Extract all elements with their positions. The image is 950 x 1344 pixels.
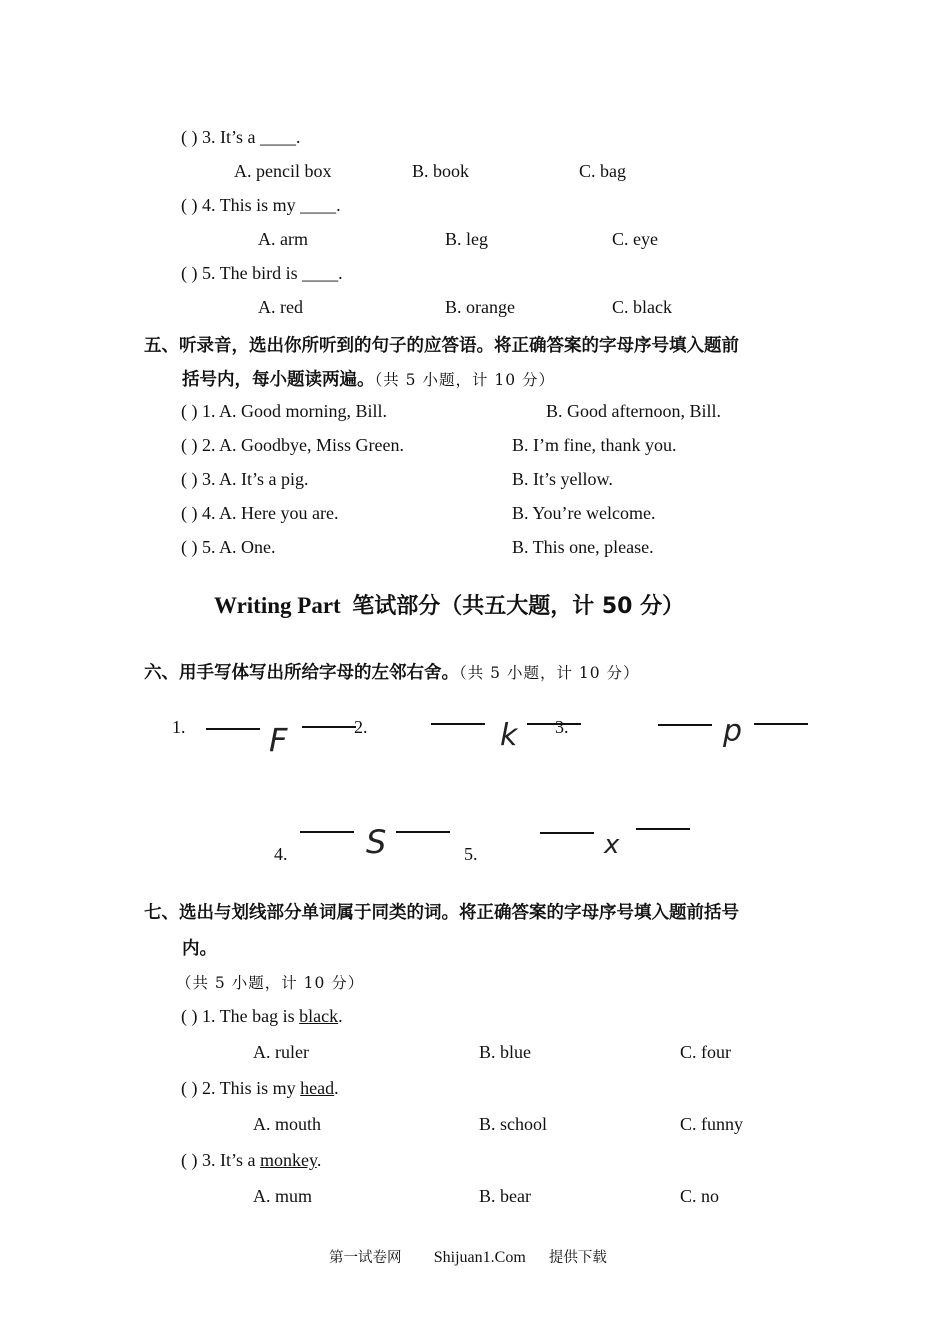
part5-heading-text: 括号内，每小题读两遍。: [182, 370, 375, 390]
letter-item-3-letter: p: [723, 714, 743, 749]
q5-1-option-b: B. Good afternoon, Bill.: [546, 401, 721, 421]
q7-1-stem: [181, 1006, 343, 1027]
letter-item-4-number: 4.: [274, 844, 288, 864]
q7-3-option-a: A. mum: [253, 1186, 313, 1206]
part5-heading-line1: 五、听录音，选出你所听到的句子的应答语。将正确答案的字母序号填入题前: [144, 336, 739, 356]
letter-item-5-right-blank[interactable]: [636, 828, 690, 830]
q4-5-option-a: A. red: [258, 297, 303, 317]
footer-left-text: 第一试卷网: [329, 1250, 402, 1266]
q7-2-stem: [181, 1078, 339, 1099]
q7-3-option-b: B. bear: [479, 1186, 531, 1206]
q7-2-option-c: C. funny: [680, 1114, 743, 1134]
letter-item-1-letter: F: [269, 721, 288, 759]
writing-part-title: [214, 589, 684, 620]
writing-part-title-en: Writing Part: [214, 593, 341, 618]
q7-3-option-c: C. no: [680, 1186, 720, 1206]
letter-item-4-left-blank[interactable]: [300, 831, 354, 833]
q5-1-option-a: ( ) 1. A. Good morning, Bill.: [181, 401, 387, 421]
q5-3-option-b: B. It’s yellow.: [512, 469, 613, 489]
q4-5-option-b: B. orange: [445, 297, 515, 317]
letter-item-1-number: 1.: [172, 717, 186, 737]
q7-1-option-a: A. ruler: [253, 1042, 309, 1062]
q7-2-stem-pre: ( ) 2. This is my: [181, 1078, 301, 1098]
letter-item-3-right-blank[interactable]: [754, 723, 808, 725]
q5-4-option-a: ( ) 4. A. Here you are.: [181, 503, 339, 523]
letter-item-2-right-blank[interactable]: [527, 723, 581, 725]
letter-item-4-right-blank[interactable]: [396, 831, 450, 833]
q7-2-option-a: A. mouth: [253, 1114, 322, 1134]
letter-item-2-number: 2.: [354, 717, 368, 737]
letter-item-5-left-blank[interactable]: [540, 832, 594, 834]
q7-3-underlined-word: monkey: [259, 1150, 317, 1170]
letter-item-3-number: 3.: [555, 717, 569, 737]
part6-note: （共 5 小题，计 10 分）: [459, 664, 640, 682]
q4-4-stem: ( ) 4. This is my ____.: [181, 195, 341, 215]
q5-2-option-a: ( ) 2. A. Goodbye, Miss Green.: [181, 435, 404, 455]
footer-right-text: 提供下载: [548, 1250, 607, 1266]
letter-item-1-right-blank[interactable]: [302, 726, 356, 728]
footer-site-link[interactable]: Shijuan1.Com: [433, 1249, 526, 1266]
letter-item-5-number: 5.: [464, 844, 478, 864]
letter-item-2-left-blank[interactable]: [431, 723, 485, 725]
q7-2-option-b: B. school: [479, 1114, 548, 1134]
letter-item-5-letter: x: [604, 830, 620, 860]
q7-1-stem-pre: ( ) 1. The bag is: [181, 1006, 300, 1026]
q4-3-option-a: A. pencil box: [234, 161, 332, 181]
q5-5-option-b: B. This one, please.: [512, 537, 654, 557]
part7-heading-line2: 内。: [182, 939, 217, 959]
q7-1-option-b: B. blue: [479, 1042, 531, 1062]
q7-3-stem: [181, 1150, 321, 1171]
part6-heading-text: 六、用手写体写出所给字母的左邻右舍。: [144, 663, 459, 683]
q7-2-underlined-word: head: [300, 1078, 335, 1098]
part7-heading-line1: 七、选出与划线部分单词属于同类的词。将正确答案的字母序号填入题前括号: [144, 903, 739, 923]
q4-3-stem: ( ) 3. It’s a ____.: [181, 127, 301, 147]
q7-1-stem-post: .: [338, 1006, 343, 1026]
q4-4-option-c: C. eye: [612, 229, 658, 249]
q4-4-option-a: A. arm: [258, 229, 308, 249]
letter-item-1-left-blank[interactable]: [206, 728, 260, 730]
q5-4-option-b: B. You’re welcome.: [512, 503, 656, 523]
part5-note: （共 5 小题，计 10 分）: [374, 371, 556, 389]
q4-4-option-b: B. leg: [445, 229, 488, 249]
q7-2-stem-post: .: [334, 1078, 339, 1098]
part6-heading: [144, 659, 640, 684]
q7-1-option-c: C. four: [680, 1042, 731, 1062]
q4-5-stem: ( ) 5. The bird is ____.: [181, 263, 343, 283]
q4-3-option-b: B. book: [412, 161, 470, 181]
q5-2-option-b: B. I’m fine, thank you.: [512, 435, 677, 455]
q4-5-option-c: C. black: [612, 297, 672, 317]
part5-heading-line2: [182, 366, 555, 391]
q5-3-option-a: ( ) 3. A. It’s a pig.: [181, 469, 309, 489]
part7-note: （共 5 小题，计 10 分）: [176, 974, 365, 992]
page-footer: [329, 1246, 607, 1267]
q7-3-stem-post: .: [316, 1150, 322, 1170]
q5-5-option-a: ( ) 5. A. One.: [181, 537, 276, 557]
letter-item-2-letter: k: [500, 718, 518, 753]
q4-3-option-c: C. bag: [579, 161, 626, 181]
q7-3-stem-pre: ( ) 3. It’s a: [181, 1150, 260, 1170]
letter-item-4-letter: S: [366, 823, 387, 861]
writing-part-title-zh: 笔试部分（共五大题，计 50 分）: [352, 594, 685, 619]
q7-1-underlined-word: black: [299, 1006, 339, 1026]
letter-item-3-left-blank[interactable]: [658, 724, 712, 726]
